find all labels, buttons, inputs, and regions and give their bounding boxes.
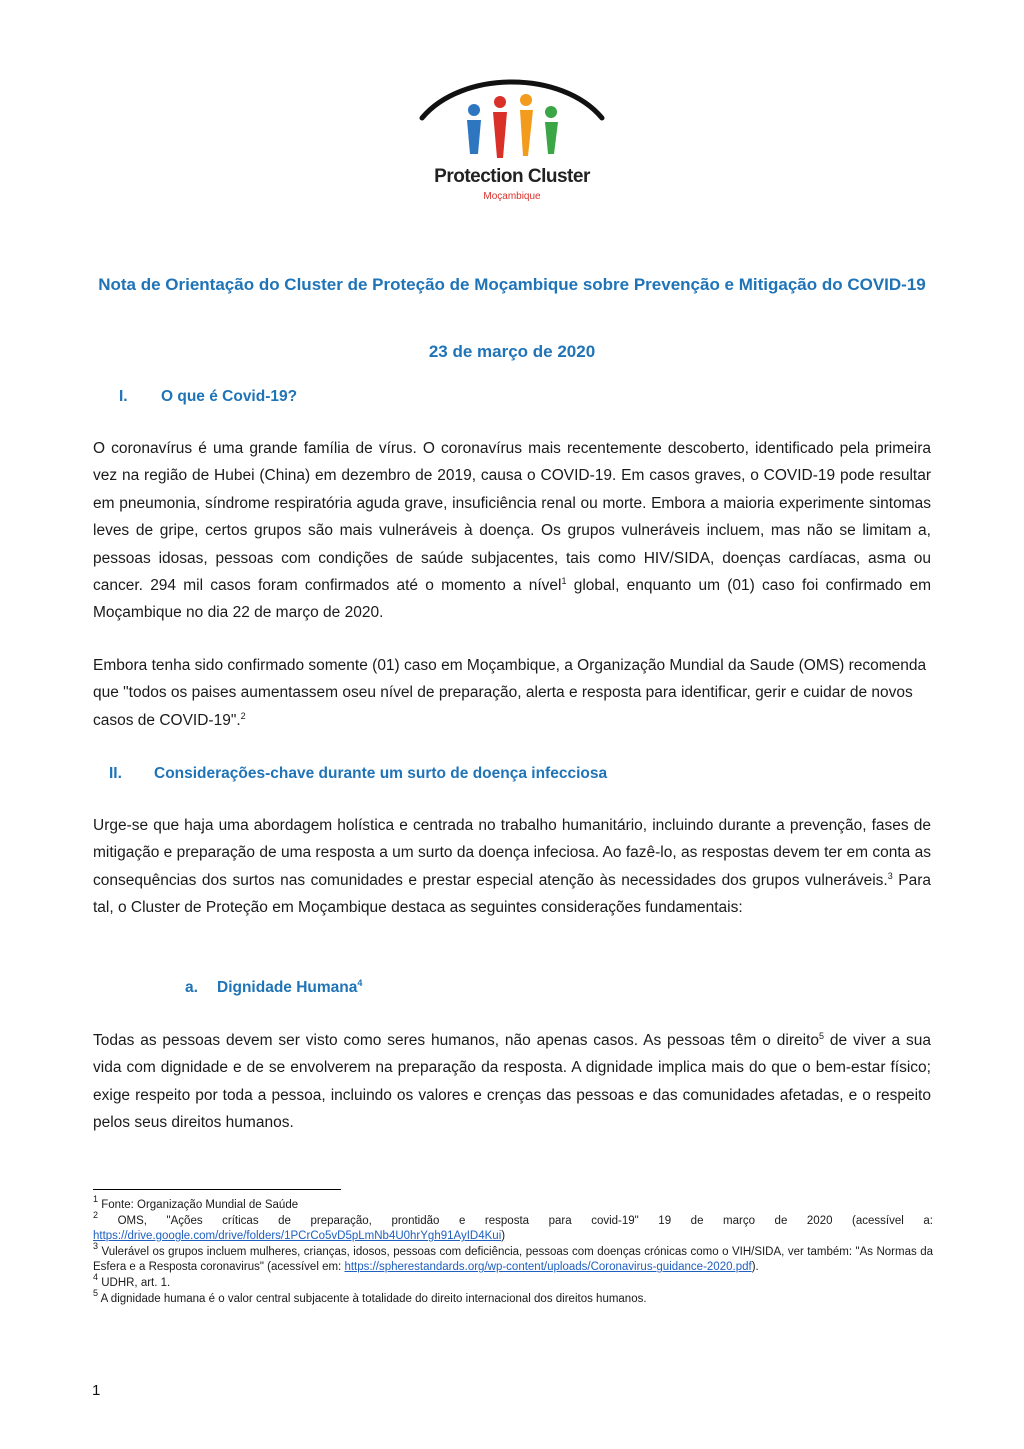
footnote-ref[interactable]: 4 (357, 978, 363, 988)
section-title-2: Considerações-chave durante um surto de doença infecciosa (154, 765, 608, 782)
paragraph-2: Embora tenha sido confirmado somente (01) caso em Moçambique, a Organização Mundial da Saude (OMS) recomenda que "todos os paises aumentassem oseu nível de preparação, alerta e resposta para identificar, gerir e cuidar de novos casos de COVID-19".$^2$ (93, 657, 927, 729)
footnote-ref[interactable]: 2 (240, 710, 246, 721)
footnotes (93, 1194, 933, 1307)
footnote-divider (93, 1189, 341, 1190)
footnote-link[interactable]: https://drive.google.com/drive/folders/1PCrCo5vD5pLmNb4U0hrYgh91AyID4Kui (93, 1230, 502, 1243)
footnote-1: $^1$ Fonte: Organização Mundial de Saúde (93, 1194, 299, 1211)
footnote-2: $^2$ OMS, "Ações críticas de preparação, prontidão e resposta para covid-19" 19 de março de 2020 (acessível a: https://drive.google.com/drive/folders/1PCrCo5vD5pLmNb4U0hrYgh91AyID4Kui) (93, 1209, 933, 1243)
footnote-3: $^3$ Vulerável os grupos incluem mulheres, crianças, idosos, pessoas com deficiência, pessoas com doenças crónicas como o VIH/SIDA, ver também: "As Normas da Esfera e a Resposta coronavirus" (acessível em: https://spherestandards.org/wp-content/uploads/Coronavirus-guidance-2020.pdf). (93, 1240, 933, 1274)
logo-figures-icon (412, 74, 612, 169)
subsection-title: Dignidade Humana$^4$ (217, 978, 363, 996)
section-heading-1 (119, 388, 128, 406)
footnote-ref[interactable]: 5 (819, 1031, 825, 1041)
footnote-link[interactable]: https://spherestandards.org/wp-content/uploads/Coronavirus-guidance-2020.pdf (344, 1261, 752, 1274)
page-number: 1 (92, 1382, 101, 1399)
footnote-4: $^4$ UDHR, art. 1. (93, 1271, 171, 1289)
section-number: I. (119, 388, 128, 405)
logo-name: Protection Cluster (434, 166, 590, 187)
section-title-1: O que é Covid-19? (161, 388, 298, 405)
protection-cluster-logo (412, 74, 612, 214)
paragraph-3: Urge-se que haja uma abordagem holística e centrada no trabalho humanitário, incluindo durante a prevenção, fases de mitigação e preparação de uma resposta a um surto da doença infeciosa. Ao fazê-lo, as respostas devem ter em conta as consequências dos surtos nas comunidades e prestar especial atenção às necessidades dos grupos vulneráveis.$^3$ Para tal, o Cluster de Proteção em Moçambique destaca as seguintes considerações fundamentais: (93, 817, 931, 917)
footnote-5: $^5$ A dignidade humana é o valor central subjacente à totalidade do direito internacional dos direitos humanos. (93, 1287, 647, 1305)
subsection-number: a. (185, 979, 198, 996)
document-date: 23 de março de 2020 (428, 342, 596, 361)
document-title: Nota de Orientação do Cluster de Proteção de Moçambique sobre Prevenção e Mitigação do COVID-19 (98, 275, 926, 294)
section-heading-2 (109, 765, 122, 783)
section-number: II. (109, 765, 122, 782)
logo-subtitle: Moçambique (483, 191, 541, 202)
paragraph-1: O coronavírus é uma grande família de vírus. O coronavírus mais recentemente descoberto, identificado pela primeira vez na região de Hubei (China) em dezembro de 2019, causa o COVID-19. Em casos graves, o COVID-19 pode resultar em pneumonia, síndrome respiratória aguda grave, insuficiência renal ou morte. Embora a maioria experimente sintomas leves de gripe, certos grupos são mais vulneráveis à doença. Os grupos vulneráveis incluem, mas não se limitam a, pessoas idosas, pessoas com condições de saúde subjacentes, tais como HIV/SIDA, doenças cardíacas, asma ou cancer. 294 mil casos foram confirmados até o momento a nível$^1$ global, enquanto um (01) caso foi confirmado em Moçambique no dia 22 de março de 2020. (93, 440, 931, 622)
paragraph-4: Todas as pessoas devem ser visto como seres humanos, não apenas casos. As pessoas têm o direito$^5$ de viver a sua vida com dignidade e de se envolverem na preparação da resposta. A dignidade implica mais do que o bem-estar físico; exige respeito por toda a pessoa, incluindo os valores e crenças das pessoas e das comunidades afetadas, e o respeito pelos seus direitos humanos. (93, 1031, 931, 1132)
footnote-ref[interactable]: 3 (887, 870, 893, 881)
footnote-ref[interactable]: 1 (561, 576, 567, 587)
